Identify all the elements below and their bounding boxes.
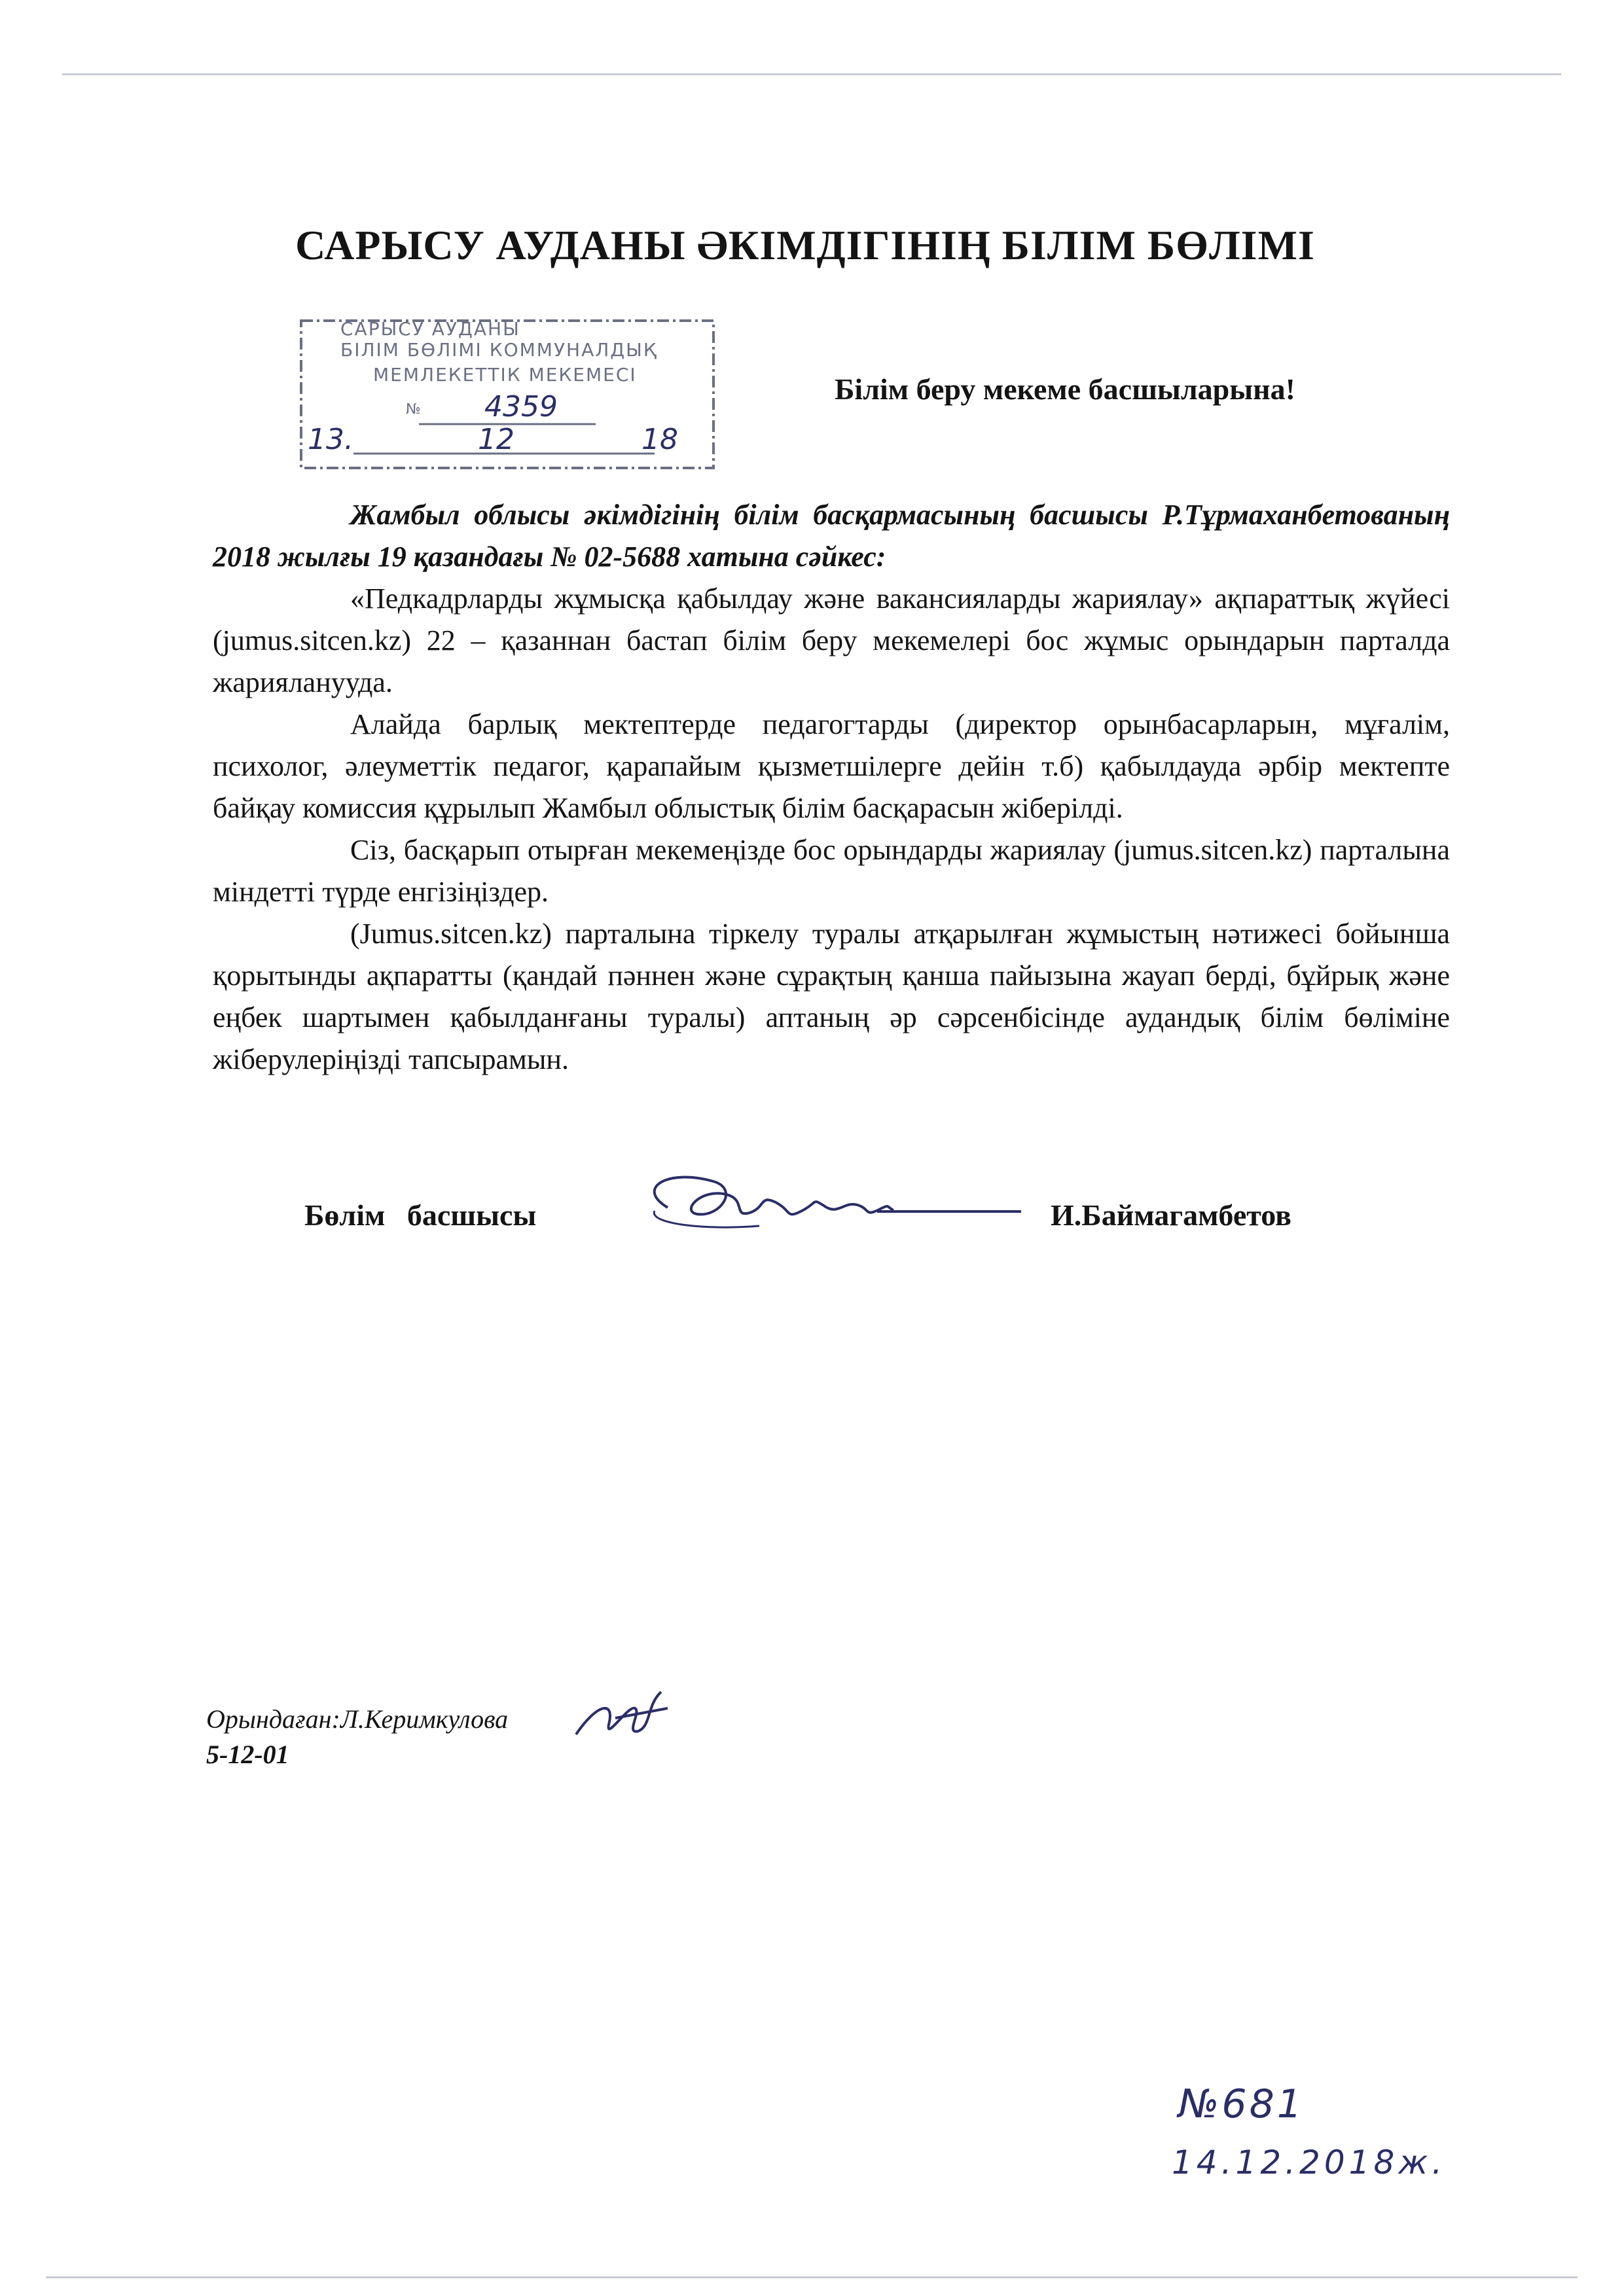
- incoming-stamp: [288, 313, 720, 476]
- stamp-line-2: БІЛІМ БӨЛІМІ КОММУНАЛДЫҚ: [340, 339, 658, 361]
- registration-number: №681: [1178, 2081, 1305, 2127]
- bottom-scan-rule: [46, 2276, 1578, 2278]
- lead-paragraph: Жамбыл облысы әкімдігінің білім басқармасының басшысы Р.Тұрмаханбетованың 2018 жылғы 19 қазандағы № 02-5688 хатына сәйкес:: [213, 499, 1450, 573]
- stamp-incoming-number: 4359: [484, 390, 558, 423]
- signatory-position: Бөлім басшысы: [304, 1198, 537, 1232]
- stamp-number-label: №: [406, 401, 421, 418]
- stamp-month: 12: [478, 423, 514, 456]
- top-scan-rule: [62, 73, 1561, 75]
- stamp-year: 18: [641, 423, 678, 456]
- page-title: САРЫСУ АУДАНЫ ӘКІМДІГІНІҢ БІЛІМ БӨЛІМІ: [295, 222, 1315, 268]
- executor-name: Орындаған:Л.Керимкулова: [206, 1704, 509, 1734]
- executor-phone: 5-12-01: [206, 1740, 289, 1769]
- body-paragraph: Алайда барлық мектептерде педагогтарды (директор орынбасарларын, мұғалім, психолог, әлеуметтік педагог, қарапайым қызметшілерге дейін т.б) қабылдауда әрбір мектепте байқау комиссия құрылып Жамбыл облыстық білім басқарасын жіберілді.: [213, 708, 1450, 824]
- handwritten-signature: [628, 1162, 1034, 1247]
- stamp-day: 13.: [308, 423, 353, 456]
- stamp-line-3: МЕМЛЕКЕТТІК МЕКЕМЕСІ: [373, 364, 637, 386]
- addressee: Білім беру мекеме басшыларына!: [835, 372, 1295, 406]
- executor-block: [206, 1702, 508, 1772]
- body-paragraph: Сіз, басқарып отырған мекемеңізде бос орындарды жариялау (jumus.sitcen.kz) парталына міндетті түрде енгізіңіздер.: [213, 834, 1450, 908]
- body-paragraph: (Jumus.sitcen.kz) парталына тіркелу туралы атқарылған жұмыстың нәтижесі бойынша қорытынды ақпаратты (қандай пәннен және сұрақтың қанша пайызына жауап берді, бұйрық және еңбек шартымен қабылданғаны туралы) аптаның әр сәрсенбісінде аудандық білім бөліміне жіберулеріңізді тапсырамын.: [213, 918, 1450, 1075]
- body-paragraph: «Педкадрларды жұмысқа қабылдау және вакансияларды жариялау» ақпараттық жүйесі (jumus.sitcen.kz) 22 – қазаннан бастап білім беру мекемелері бос жұмыс орындарын парталда жарияланууда.: [213, 583, 1450, 698]
- signatory-name: И.Баймагамбетов: [1051, 1198, 1291, 1232]
- registration-date: 14.12.2018ж.: [1172, 2144, 1447, 2181]
- stamp-line-1: САРЫСУ АУДАНЫ: [340, 318, 520, 340]
- letter-body: [213, 494, 1450, 1081]
- executor-signature: [569, 1679, 674, 1757]
